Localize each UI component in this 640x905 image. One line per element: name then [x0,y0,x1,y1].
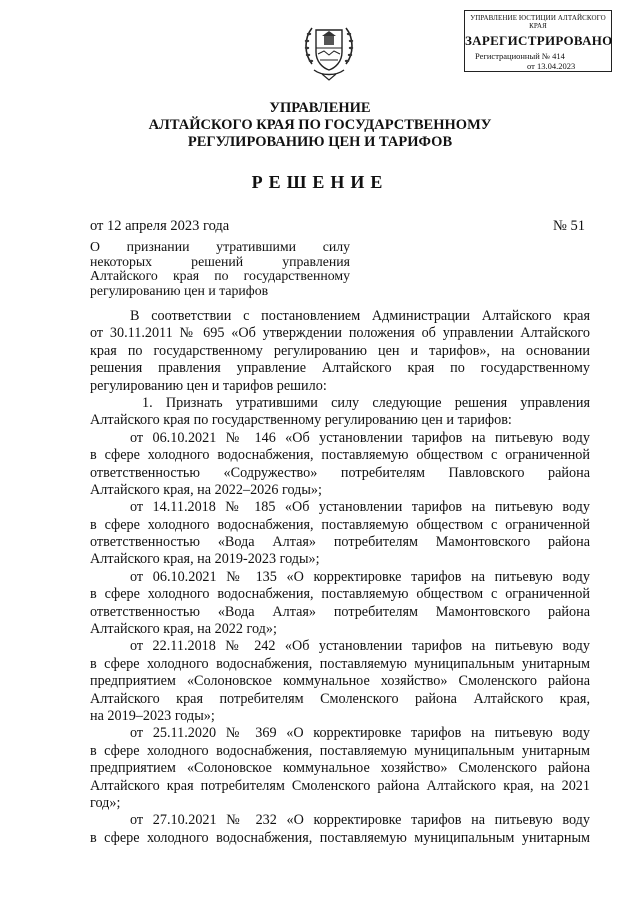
body-line: год»; [90,794,121,811]
body-line: от 27.10.2021 № 232 «О корректировке тарифов на питьевую воду [130,812,590,829]
stamp-department: УПРАВЛЕНИЕ ЮСТИЦИИ АЛТАЙСКОГО КРАЯ [470,14,606,30]
document-body [90,308,590,847]
body-line: от 14.11.2018 № 185 «Об установлении тарифов на питьевую воду [130,499,590,516]
body-line: предприятием «Солоновское коммунальное хозяйство» Смоленского района [90,760,590,777]
body-line: от 25.11.2020 № 369 «О корректировке тарифов на питьевую воду [130,725,590,742]
document-number: № 51 [553,218,585,234]
body-line: Алтайского края, на 2019-2023 годы»; [90,551,320,568]
body-line: от 06.10.2021 № 135 «О корректировке тарифов на питьевую воду [130,568,590,585]
body-line: в сфере холодного водоснабжения, поставляемую обществом с ограниченной [90,516,590,533]
body-line: ответственностью «Вода Алтая» потребителям Мамонтовского района [90,603,590,620]
agency-line-1: УПРАВЛЕНИЕ [269,100,371,116]
body-line: ответственностью «Вода Алтая» потребителям Мамонтовского района [90,534,590,551]
altai-coat-of-arms-icon [302,18,356,82]
body-line: ответственностью «Содружество» потребителям Павловского района [90,464,590,481]
body-line: В соответствии с постановлением Администрации Алтайского края [130,308,590,324]
body-line: края по государственному регулированию цен и тарифов», на основании [90,342,590,359]
agency-line-3: РЕГУЛИРОВАНИЮ ЦЕН И ТАРИФОВ [187,134,453,150]
body-line: от 22.11.2018 № 242 «Об установлении тарифов на питьевую воду [130,638,590,655]
body-line: решения правления управление Алтайского края по государственному [90,360,590,377]
body-line: Алтайского края, на 2022–2026 годы»; [90,481,322,498]
body-line: от 30.11.2011 № 695 «Об утверждении положения об управлении Алтайского [90,325,590,342]
body-line: регулированию цен и тарифов решило: [90,377,327,394]
stamp-status: ЗАРЕГИСТРИРОВАНО [465,33,613,48]
body-line: Алтайского края по государственному регулированию цен и тарифов: [90,412,512,429]
body-line: в сфере холодного водоснабжения, поставляемую обществом с ограниченной [90,586,590,603]
body-line: от 06.10.2021 № 146 «Об установлении тарифов на питьевую воду [130,429,590,446]
document-title: РЕШЕНИЕ [251,172,389,192]
body-line: Алтайского края потребителям Смоленского района Алтайского края, на 2021 [90,777,590,794]
document-date: от 12 апреля 2023 года [90,218,230,234]
document-subject [90,240,350,298]
stamp-reg-number: Регистрационный № 414 [475,51,565,61]
body-line: Алтайского края потребителям Смоленского района Алтайского края, [90,690,590,707]
subject-line: регулированию цен и тарифов [90,282,269,298]
body-line: в сфере холодного водоснабжения, поставляемую муниципальным унитарным [90,742,590,759]
body-line: на 2019–2023 годы»; [90,707,215,724]
agency-line-2: АЛТАЙСКОГО КРАЯ ПО ГОСУДАРСТВЕННОМУ [148,117,492,133]
body-line: в сфере холодного водоснабжения, поставляемую обществом с ограниченной [90,447,590,464]
body-line: 1. Признать утратившими силу следующие решения управления [142,394,590,411]
body-line: в сфере холодного водоснабжения, поставляемую муниципальным унитарным [90,829,590,846]
body-line: в сфере холодного водоснабжения, поставляемую муниципальным унитарным [90,655,590,672]
registration-stamp [464,10,612,72]
subject-line: некоторых решений управления [90,253,350,269]
body-line: предприятием «Солоновское коммунальное хозяйство» Смоленского района [90,673,590,690]
subject-line: Алтайского края по государственному [90,268,350,283]
agency-header [0,100,640,151]
subject-line: О признании утратившими силу [90,239,350,254]
stamp-reg-date: от 13.04.2023 [527,61,576,71]
body-line: Алтайского края, на 2022 год»; [90,621,277,638]
